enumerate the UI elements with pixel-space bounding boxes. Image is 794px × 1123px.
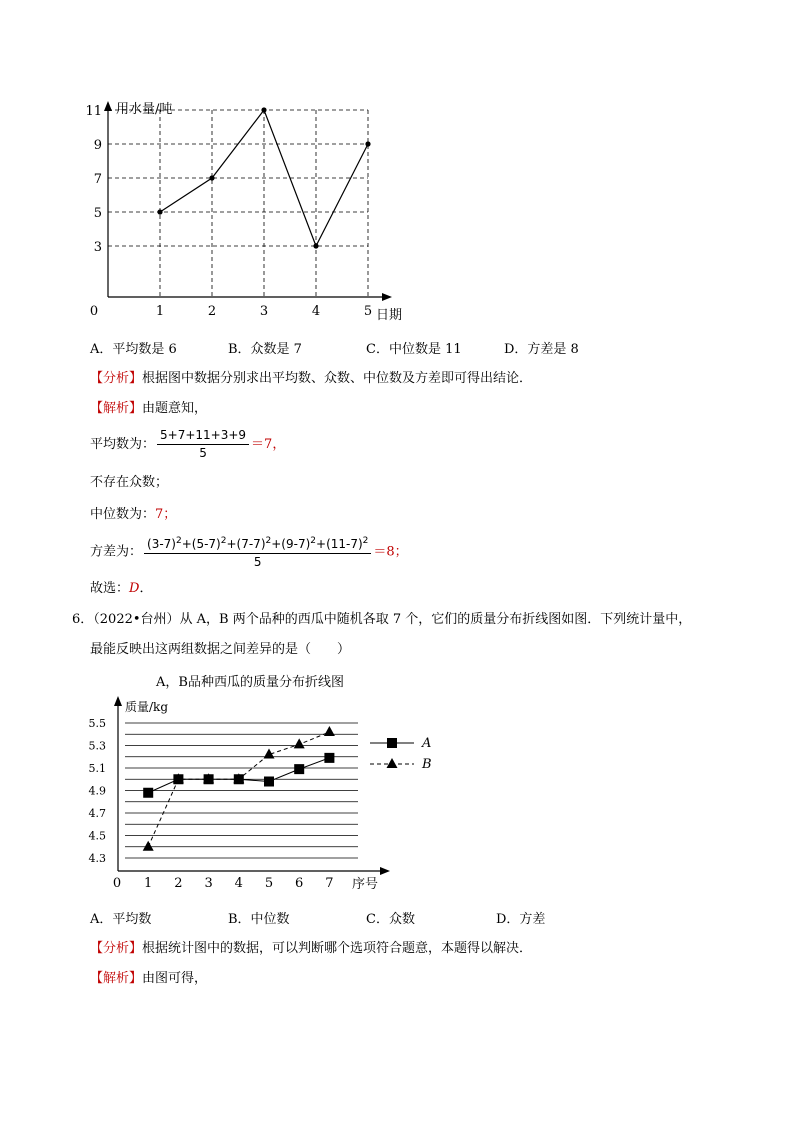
choice-value: D [129, 581, 140, 596]
y-tick-label: 5 [93, 206, 102, 221]
x-tick-label: 2 [207, 304, 217, 319]
series-b-line [148, 732, 329, 847]
mode-text: 不存在众数； [90, 475, 169, 490]
x-tick-label: 1 [155, 304, 165, 319]
choice-label: 故选： [90, 581, 130, 596]
x-tick-label: 6 [295, 876, 304, 891]
y-tick-label: 4.7 [88, 807, 106, 820]
series-b-point [294, 738, 305, 748]
data-point [209, 175, 214, 180]
x-tick-label: 1 [144, 876, 153, 891]
solution-text: 由图可得， [142, 971, 208, 986]
series-a-point [234, 774, 244, 784]
data-point [365, 141, 370, 146]
analysis-tag: 【分析】 [90, 371, 143, 386]
legend-b-label: B [422, 757, 432, 772]
series-a-point [143, 788, 153, 798]
x-tick-label: 4 [311, 304, 321, 319]
q5-variance-line [90, 534, 408, 570]
mean-result: ＝7， [251, 437, 286, 452]
x-axis-label: 序号 [352, 877, 379, 892]
series-a-point [204, 774, 214, 784]
q5-option-c[interactable]: C．中位数是 11 [366, 342, 462, 357]
y-tick-label: 11 [85, 104, 102, 119]
origin-label: 0 [89, 304, 99, 319]
x-tick-label: 5 [264, 876, 274, 891]
y-tick-label: 5.3 [88, 739, 106, 753]
q5-mean-line [90, 428, 285, 461]
q6-solution [90, 970, 207, 988]
q5-option-a[interactable]: A．平均数是 6 [90, 342, 177, 357]
x-axis-arrow [382, 293, 392, 301]
q5-option-b[interactable]: B．众数是 7 [228, 342, 302, 357]
legend-a-marker [387, 738, 397, 748]
y-axis-arrow [104, 101, 112, 111]
x-axis-arrow [380, 867, 390, 875]
q6-stem-line1: 6．（2022•台州）从 A，B 两个品种的西瓜中随机各取 7 个，它们的质量分布折线图如图．下列统计量中， [72, 612, 692, 627]
solution-tag: 【解析】 [90, 401, 143, 416]
variance-denominator: 5 [253, 555, 262, 569]
y-axis-arrow [114, 696, 122, 706]
watermelon-mass-chart [80, 668, 460, 898]
y-tick-label: 4.9 [88, 784, 106, 798]
y-axis-label: 质量/kg [125, 700, 168, 714]
y-tick-label: 3 [93, 240, 102, 255]
y-axis-label: 用水量/吨 [116, 102, 173, 117]
q5-option-d[interactable]: D．方差是 8 [504, 342, 579, 357]
solution-text: 由题意知， [142, 401, 208, 416]
y-tick-label: 7 [93, 172, 102, 187]
choice-end: ． [139, 581, 153, 596]
data-point [261, 107, 266, 112]
q6-stem-line2: 最能反映出这两组数据之间差异的是（ ） [90, 642, 351, 657]
variance-numerator: $(3-7)^2+(5-7)^2+(7-7)^2+(9-7)^2+(11-7)^2$ [144, 534, 371, 554]
median-label: 中位数为： [90, 507, 156, 522]
q6-option-a[interactable]: A．平均数 [90, 912, 152, 927]
variance-result: ＝8； [373, 544, 408, 560]
x-tick-label: 4 [234, 876, 243, 891]
median-value: 7； [155, 507, 177, 522]
data-point [157, 209, 162, 214]
legend-b-marker [387, 758, 398, 768]
mean-denominator: 5 [199, 446, 207, 460]
q6-option-c[interactable]: C．众数 [366, 912, 415, 927]
q5-choice-line [90, 580, 152, 598]
x-tick-label: 7 [325, 876, 334, 891]
origin-label: 0 [112, 876, 122, 891]
q5-mode-line [90, 474, 168, 492]
y-tick-label: 4.5 [88, 829, 106, 843]
y-tick-label: 5.1 [88, 762, 106, 775]
series-a-point [173, 774, 183, 784]
mean-label: 平均数为： [90, 437, 156, 452]
q5-solution [90, 400, 207, 418]
analysis-tag: 【分析】 [90, 941, 143, 956]
series-a-point [294, 764, 304, 774]
variance-label: 方差为： [90, 544, 143, 560]
legend-a-label: A [422, 736, 432, 751]
q6-option-b[interactable]: B．中位数 [228, 912, 290, 927]
q6-option-d[interactable]: D．方差 [496, 912, 546, 927]
water-usage-chart [80, 95, 420, 325]
series-b-point [143, 841, 154, 851]
series-a-point [264, 777, 274, 787]
x-tick-label: 2 [174, 876, 183, 891]
x-tick-label: 5 [363, 304, 373, 319]
series-b-point [324, 726, 335, 736]
mean-numerator: 5+7+11+3+9 [157, 428, 249, 445]
y-tick-label: 9 [93, 138, 102, 153]
analysis-text: 根据图中数据分别求出平均数、众数、中位数及方差即可得出结论． [142, 371, 533, 386]
q5-median-line [90, 506, 176, 524]
y-tick-label: 4.3 [88, 852, 106, 865]
q5-analysis [90, 370, 532, 388]
x-tick-label: 3 [259, 304, 269, 319]
series-a-point [324, 753, 334, 763]
data-point [313, 243, 318, 248]
x-tick-label: 3 [204, 876, 213, 891]
y-tick-label: 5.5 [88, 717, 106, 730]
q6-analysis [90, 940, 532, 958]
solution-tag: 【解析】 [90, 971, 143, 986]
chart-title: A，B品种西瓜的质量分布折线图 [156, 675, 344, 690]
x-axis-label: 日期 [376, 308, 403, 323]
analysis-text: 根据统计图中的数据，可以判断哪个选项符合题意，本题得以解决． [142, 941, 533, 956]
